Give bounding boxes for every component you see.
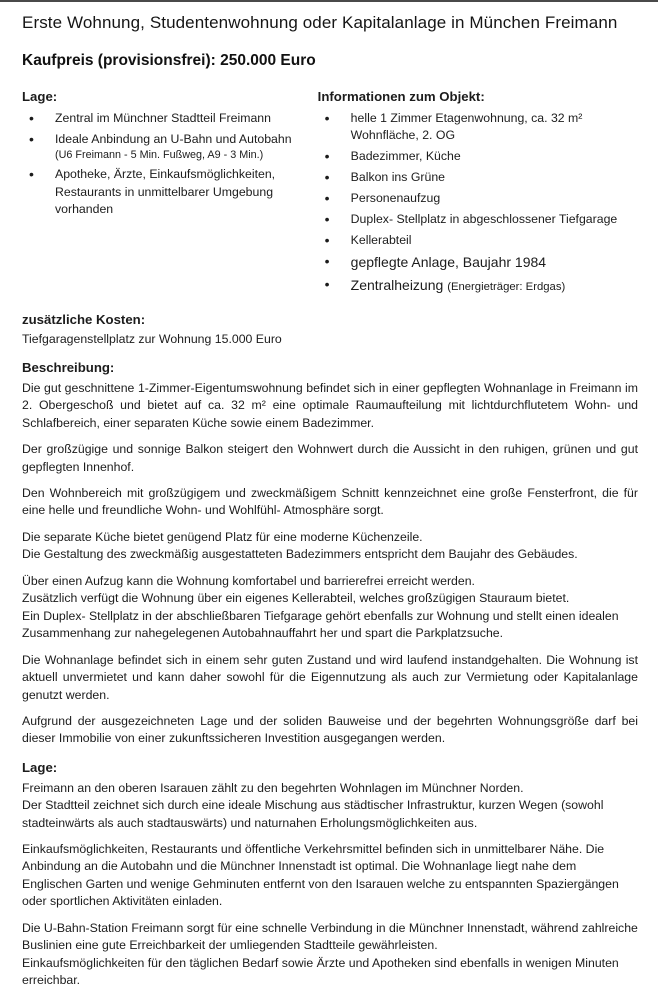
description-paragraph: [22, 441, 638, 476]
location-summary-list: [22, 110, 308, 219]
description-paragraph: [22, 573, 638, 643]
location-details-section: [22, 759, 638, 990]
paragraph-line: Einkaufsmöglichkeiten, Restaurants und öffentliche Verkehrsmittel befinden sich in unmittelbarer Nähe. Die Anbindung an die Autobahn und die Münchner Innenstadt ist optimal. Die Wohnanlage liegt nahe dem Englischen Garten und wenige Gehminuten entfernt von den Isarauen welche zu entspannten Spaziergängen oder sportlichen Aktivitäten einladen.: [22, 841, 619, 909]
paragraph-line: Die Gestaltung des zweckmäßig ausgestatteten Badezimmers entspricht dem Baujahr des Gebäudes.: [22, 547, 578, 562]
price-heading: Kaufpreis (provisionsfrei): 250.000 Euro: [22, 52, 316, 70]
location-bullet-text: Ideale Anbindung an U-Bahn und Autobahn: [55, 131, 292, 146]
object-bullet: [318, 276, 638, 296]
location-bullet: [22, 110, 308, 127]
listing-document: [0, 2, 658, 998]
location-details-paragraph: [22, 780, 638, 832]
description-section: [22, 359, 638, 748]
paragraph-line: Zusätzlich verfügt die Wohnung über ein eigenes Kellerabteil, welches großzügigen Stauraum bietet.: [22, 591, 570, 606]
location-bullet-text: Apotheke, Ärzte, Einkaufsmöglichkeiten, Restaurants in unmittelbarer Umgebung vorhanden: [55, 167, 276, 217]
location-details-paragraph: [22, 920, 638, 990]
additional-costs-section: [22, 311, 638, 348]
paragraph-line: Der großzügige und sonnige Balkon steigert den Wohnwert durch die Aussicht in den ruhigen, grünen und gut gepflegten Innenhof.: [22, 442, 638, 474]
object-bullet: [318, 110, 638, 145]
object-bullet: [318, 190, 638, 207]
paragraph-line: Der Stadtteil zeichnet sich durch eine ideale Mischung aus städtischer Infrastruktur, kurzen Wegen (sowohl stadteinwärts als auch stadtauswärts) und naturnahen Erholungsmöglichkeiten aus.: [22, 798, 604, 830]
object-info-section: [318, 88, 638, 300]
location-summary-heading: Lage:: [22, 89, 58, 105]
description-paragraph: [22, 652, 638, 704]
paragraph-line: Die U-Bahn-Station Freimann sorgt für eine schnelle Verbindung in die Münchner Innenstadt, während zahlreiche Buslinien eine gute Erreichbarkeit der umliegenden Stadtteile gewährleisten.: [22, 920, 638, 953]
additional-costs-text: Tiefgaragenstellplatz zur Wohnung 15.000 Euro: [22, 331, 282, 346]
paragraph-line: Die Wohnanlage befindet sich in einem sehr guten Zustand und wird laufend instandgehalten. Die Wohnung ist aktuell unvermietet und kann daher sowohl für die Eigennutzung als auch zur Vermietung oder Kapitalanlage genutzt werden.: [22, 652, 638, 702]
object-bullet-text: helle 1 Zimmer Etagenwohnung, ca. 32 m² Wohnfläche, 2. OG: [350, 110, 583, 143]
location-details-heading: Lage:: [22, 759, 58, 775]
object-bullet: [318, 211, 638, 228]
description-paragraph: [22, 380, 638, 432]
location-details-body: [22, 780, 638, 990]
object-bullet-note: (Energieträger: Erdgas): [447, 281, 566, 294]
location-bullet: [22, 166, 308, 218]
paragraph-line: Aufgrund der ausgezeichneten Lage und der soliden Bauweise und der begehrten Wohnungsgröße darf bei dieser Immobilie von einer zukunftssicheren Investition ausgegangen werden.: [22, 713, 638, 746]
description-paragraph: [22, 713, 638, 748]
location-bullet-text: Zentral im Münchner Stadtteil Freimann: [55, 110, 271, 125]
paragraph-line: Ein Duplex- Stellplatz in der abschließbaren Tiefgarage gehört ebenfalls zur Wohnung und stellt einen idealen Zusammenhang zur nahegelegenen Autobahnauffahrt her und spart die Parkplatzsuche.: [22, 608, 619, 641]
paragraph-line: Über einen Aufzug kann die Wohnung komfortabel und barrierefrei erreicht werden.: [22, 573, 475, 588]
object-bullet: [318, 253, 638, 273]
object-bullet-text: Badezimmer, Küche: [350, 149, 461, 164]
object-info-list: [318, 110, 638, 296]
paragraph-line: Freimann an den oberen Isarauen zählt zu den begehrten Wohnlagen im Münchner Norden.: [22, 780, 524, 795]
object-bullet: [318, 169, 638, 186]
description-paragraph: [22, 529, 638, 564]
additional-costs-heading: zusätzliche Kosten:: [22, 311, 146, 327]
object-bullet-text: Kellerabteil: [350, 233, 412, 248]
summary-columns: [22, 88, 638, 300]
object-info-heading: Informationen zum Objekt:: [317, 89, 485, 105]
paragraph-line: Die separate Küche bietet genügend Platz für eine moderne Küchenzeile.: [22, 529, 423, 544]
description-heading: Beschreibung:: [22, 359, 115, 375]
paragraph-line: Den Wohnbereich mit großzügigem und zweckmäßigem Schnitt kennzeichnet eine große Fensterfront, die für eine helle und freundliche Wohn- und Wohlfühl- Atmosphäre sorgt.: [22, 485, 638, 518]
object-bullet-text: gepflegte Anlage, Baujahr 1984: [350, 254, 547, 271]
description-body: [22, 380, 638, 748]
location-bullet-subtext: (U6 Freimann - 5 Min. Fußweg, A9 - 3 Min.): [55, 149, 264, 162]
location-bullet: [22, 131, 308, 163]
document-title: Erste Wohnung, Studentenwohnung oder Kapitalanlage in München Freimann: [22, 13, 618, 32]
object-bullet-text: Personenaufzug: [350, 191, 441, 206]
object-bullet: [318, 148, 638, 165]
description-paragraph: [22, 485, 638, 520]
paragraph-line: Einkaufsmöglichkeiten für den täglichen Bedarf sowie Ärzte und Apotheken sind ebenfalls in wenigen Minuten erreichbar.: [22, 955, 619, 988]
paragraph-line: Die gut geschnittene 1-Zimmer-Eigentumswohnung befindet sich in einer gepflegten Wohnanlage in Freimann im 2. Obergeschoß und bietet auf ca. 32 m² eine optimale Raumaufteilung mit lichtdurchflutetem Wohn- und Schlafbereich, einer separaten Küche sowie einem Badezimmer.: [22, 380, 638, 430]
object-bullet-text: Balkon ins Grüne: [350, 170, 446, 185]
object-bullet-text: Zentralheizung: [350, 277, 444, 294]
object-bullet: [318, 232, 638, 249]
location-summary-section: [22, 88, 318, 300]
object-bullet-text: Duplex- Stellplatz in abgeschlossener Tiefgarage: [350, 212, 618, 227]
location-details-paragraph: [22, 841, 638, 911]
